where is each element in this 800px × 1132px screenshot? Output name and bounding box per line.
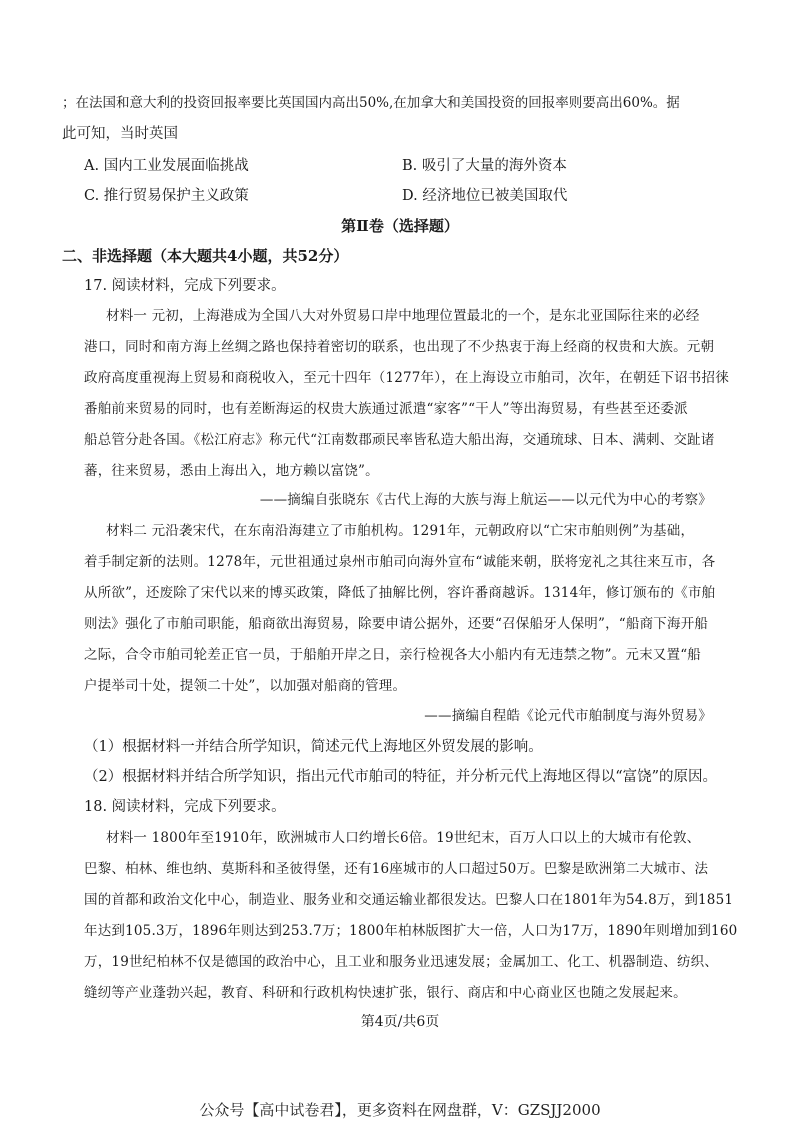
q17-material2-line: 之际，合令市舶司轮差正官一员，于船舶开岸之日，亲行检视各大小船内有无违禁之物”。元末又置“船 (84, 647, 702, 663)
q17-material2-line: 户提举司十处，提领二十处”，以加强对船商的管理。 (84, 678, 407, 694)
q17-material1-line: 番舶前来贸易的同时，也有差断海运的权贵大族通过派遣“家客”“干人”等出海贸易，有些甚至还委派 (84, 401, 688, 417)
q18-material1-line: 材料一 1800年至1910年，欧洲城市人口约增长6倍。19世纪末，百万人口以上的大城市有伦敦、 (106, 830, 701, 846)
q18-material1-line: 年达到105.3万，1896年则达到253.7万；1800年柏林版图扩大一倍，人口为17万，1890年则增加到160 (84, 923, 738, 939)
q16-stem-line2: 此可知，当时英国 (62, 126, 178, 142)
q17-material1-source: ——摘编自张晓东《古代上海的大族与海上航运——以元代为中心的考察》 (259, 492, 712, 508)
q16-option-a: A. 国内工业发展面临挑战 (84, 158, 249, 174)
watermark-text: 公众号【高中试卷君】，更多资料在网盘群，V：GZSJJ2000 (199, 1101, 601, 1119)
q18-material1-line: 万，19世纪柏林不仅是德国的政治中心，且工业和服务业迅速发展；金属加工、化工、机器制造、纺织、 (84, 954, 719, 970)
q18-material1-line: 国的首都和政治文化中心，制造业、服务业和交通运输业都很发达。巴黎人口在1801年为54.8万，到1851 (84, 892, 734, 908)
q17-sub-question-2: （2）根据材料并结合所学知识，指出元代市舶司的特征，并分析元代上海地区得以“富饶”的原因。 (84, 769, 718, 785)
q17-material2-line: 着手制定新的法则。1278年，元世祖通过泉州市舶司向海外宣布“诚能来朝，朕将宠礼之其往来互市，各 (84, 554, 716, 570)
q16-stem-line1: ；在法国和意大利的投资回报率要比英国国内高出50%,在加拿大和美国投资的回报率则要高出60%。据 (62, 95, 680, 111)
q17-prompt: 17. 阅读材料，完成下列要求。 (84, 278, 286, 294)
q17-sub-question-1: （1）根据材料一并结合所学知识，简述元代上海地区外贸发展的影响。 (84, 739, 543, 755)
q17-material1-line: 材料一 元初，上海港成为全国八大对外贸易口岸中地理位置最北的一个，是东北亚国际往来的必经 (106, 308, 700, 324)
q17-material1-line: 船总管分赴各国。《松江府志》称元代“江南数郡顽民率皆私造大船出海，交通琉球、日本、满刺、交趾诸 (84, 432, 715, 448)
q17-material1-line: 政府高度重视海上贸易和商税收入，至元十四年（1277年），在上海设立市舶司，次年，在朝廷下诏书招徕 (84, 370, 729, 386)
q17-material1-line: 蕃，往来贸易，悉由上海出入，地方赖以富饶”。 (84, 463, 379, 479)
q17-material2-line: 从所欲”，还废除了宋代以来的博买政策，降低了抽解比例，容许番商越诉。1314年，修订颁布的《市舶 (84, 585, 716, 601)
q18-prompt: 18. 阅读材料，完成下列要求。 (84, 799, 286, 815)
q17-material1-line: 港口，同时和南方海上丝绸之路也保持着密切的联系，也出现了不少热衷于海上经商的权贵和大族。元朝 (84, 339, 715, 355)
q16-option-d: D. 经济地位已被美国取代 (402, 188, 568, 204)
q18-material1-line: 缝纫等产业蓬勃兴起，教育、科研和行政机构快速扩张，银行、商店和中心商业区也随之发展起来。 (84, 985, 687, 1001)
q16-option-c: C. 推行贸易保护主义政策 (84, 188, 249, 204)
q17-material2-line: 则法》强化了市舶司职能，船商欲出海贸易，除要申请公据外，还要“召保船牙人保明”，“船商下海开船 (84, 616, 709, 632)
q17-material2-source: ——摘编自程皓《论元代市舶制度与海外贸易》 (424, 708, 712, 724)
q16-option-b: B. 吸引了大量的海外资本 (402, 158, 567, 174)
page-number: 第4页/共6页 (360, 1014, 440, 1030)
q18-material1-line: 巴黎、柏林、维也纳、莫斯科和圣彼得堡，还有16座城市的人口超过50万。巴黎是欧洲第二大城市、法 (84, 861, 709, 877)
part-title: 二、非选择题（本大题共4小题，共52分） (62, 247, 349, 265)
q17-material2-line: 材料二 元沿袭宋代，在东南沿海建立了市舶机构。1291年，元朝政府以“亡宋市舶则例”为基础， (106, 523, 695, 539)
volume-title: 第Ⅱ卷（选择题） (341, 217, 459, 235)
